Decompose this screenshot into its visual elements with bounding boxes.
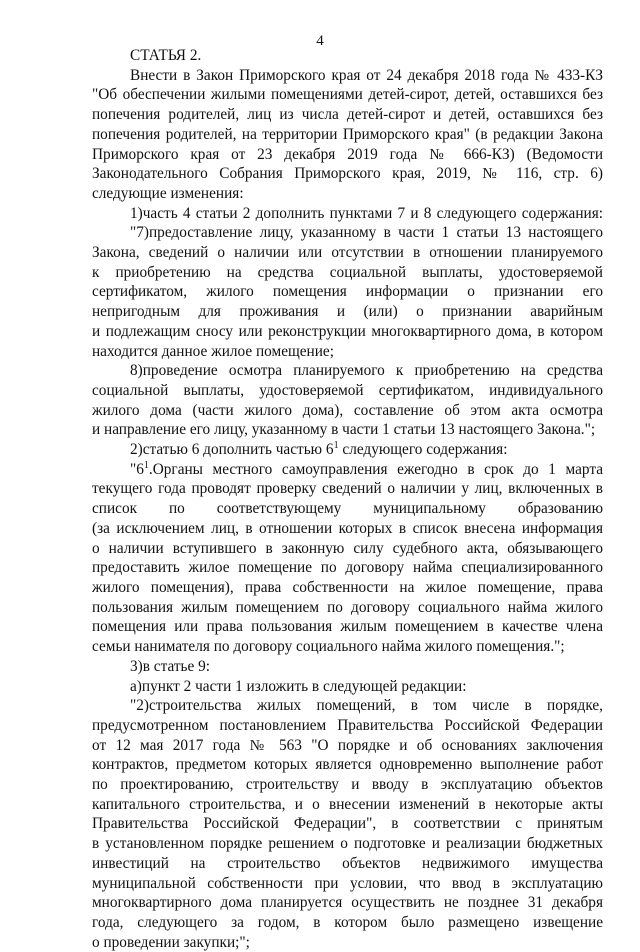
line-text: 2)статью 6 дополнить частью 6 [130, 441, 334, 459]
line-text: СТАТЬЯ 2. [130, 47, 202, 64]
line-text: помещения или права пользования жилым помещением в качестве члена [92, 618, 603, 636]
line-text: многоквартирного дома планируется осуществить не позднее 31 декабря [92, 894, 603, 912]
line-text: находится данное жилое помещение; [92, 342, 334, 360]
text-line [92, 479, 603, 499]
text-line [92, 440, 603, 460]
page-number: 4 [316, 33, 324, 49]
line-text: 3)в статье 9: [130, 657, 211, 675]
text-line [92, 302, 603, 322]
line-text: Закона, сведений о наличии или отсутствии в отношении планируемого [92, 244, 603, 262]
text-line [92, 46, 603, 66]
text-line [92, 263, 603, 283]
line-text: инвестиций на строительство объектов недвижимого имущества [92, 854, 603, 872]
text-line [92, 598, 603, 618]
text-line [92, 243, 603, 263]
line-text: непригодным для проживания и (или) о признании аварийным [92, 303, 603, 321]
line-text: семьи нанимателя по договору социального найма жилого помещения."; [92, 638, 565, 656]
text-line [92, 558, 603, 578]
line-text: следующие изменения: [92, 184, 244, 202]
text-line [92, 775, 603, 795]
line-text: о наличии вступившего в законную силу судебного акта, обязывающего [92, 539, 603, 557]
text-line [92, 834, 603, 854]
line-text: попечения родителей, лиц из числа детей-сирот и детей, оставшихся без [92, 106, 603, 124]
line-text: (за исключением лиц, в отношении которых в список внесена информация [92, 519, 603, 537]
line-text-continued: .Органы местного самоуправления ежегодно в срок до 1 марта [148, 460, 603, 478]
text-line [92, 105, 603, 125]
line-text: 8)проведение осмотра планируемого к приобретению на средства [130, 362, 603, 380]
text-line [92, 204, 603, 224]
line-text: текущего года проводят проверку сведений о наличии у лиц, включенных в [92, 480, 603, 498]
line-text: жилого дома (части жилого дома), составление об этом акта осмотра [92, 401, 603, 419]
line-text: попечения родителей, на территории Приморского края" (в редакции Закона [92, 125, 603, 143]
line-text: к приобретению на средства социальной выплаты, удостоверяемой [92, 263, 603, 281]
line-text: 1)часть 4 статьи 2 дополнить пунктами 7 и 8 следующего содержания: [130, 204, 603, 222]
text-line [92, 322, 603, 342]
text-line [92, 933, 603, 952]
text-line [92, 145, 603, 165]
text-line [92, 420, 603, 440]
text-line [92, 499, 603, 519]
line-text: жилого помещения), права собственности на жилое помещение, права [92, 578, 603, 596]
text-line [92, 85, 603, 105]
text-line [92, 716, 603, 736]
line-text: муниципальной собственности при условии, что ввод в эксплуатацию [92, 874, 603, 892]
line-text: по проектированию, строительству и вводу в эксплуатацию объектов [92, 776, 603, 794]
line-text: и подлежащим сносу или реконструкции многоквартирного дома, в котором [92, 322, 603, 340]
line-text: "6 [130, 460, 144, 478]
line-text: предоставить жилое помещение по договору найма специализированного [92, 559, 603, 577]
text-line [92, 164, 603, 184]
text-line [92, 874, 603, 894]
text-line [92, 361, 603, 381]
line-text: сертификатом, жилого помещения информации о признании его [92, 283, 603, 301]
line-text: о проведении закупки;"; [92, 933, 250, 951]
text-line [92, 184, 603, 204]
line-text: от 12 мая 2017 года № 563 "О порядке и об основаниях заключения [92, 736, 603, 754]
line-text: а)пункт 2 части 1 изложить в следующей редакции: [130, 677, 467, 695]
line-text: социальной выплаты, удостоверяемой сертификатом, индивидуального [92, 381, 603, 399]
text-line [92, 519, 603, 539]
text-line [92, 854, 603, 874]
text-line [92, 66, 603, 86]
line-text: пользования жилым помещением по договору социального найма жилого [92, 598, 603, 616]
text-line [92, 736, 603, 756]
text-line [92, 282, 603, 302]
text-line [92, 460, 603, 480]
text-line [92, 381, 603, 401]
line-text: Приморского края от 23 декабря 2019 года № 666-КЗ) (Ведомости [92, 145, 603, 163]
line-text: контрактов, предметом которых является одновременно выполнение работ [92, 756, 603, 774]
line-text: года, следующего за годом, в котором было размещено извещение [92, 913, 603, 931]
text-line [92, 696, 603, 716]
line-text: в установленном порядке решением о подготовке и реализации бюджетных [92, 835, 603, 853]
line-text: капитального строительства, и о внесении изменений в некоторые акты [92, 795, 603, 813]
line-text: Законодательного Собрания Приморского края, 2019, № 116, стр. 6) [92, 165, 603, 183]
superscript: 1 [143, 459, 149, 471]
text-line [92, 755, 603, 775]
line-text: "7)предоставление лицу, указанному в части 1 статьи 13 настоящего [130, 224, 603, 242]
text-line [92, 223, 603, 243]
text-line [92, 814, 603, 834]
text-line [92, 125, 603, 145]
text-line [92, 795, 603, 815]
text-line [92, 617, 603, 637]
line-text: "2)строительства жилых помещений, в том числе в порядке, [130, 697, 603, 715]
text-line [92, 637, 603, 657]
text-line [92, 657, 603, 677]
text-line [92, 401, 603, 421]
line-text: Внести в Закон Приморского края от 24 декабря 2018 года № 433-КЗ [130, 66, 603, 84]
text-line [92, 913, 603, 933]
line-text: список по соответствующему муниципальному образованию [92, 500, 603, 518]
text-line [92, 342, 603, 362]
line-text: "Об обеспечении жилыми помещениями детей-сирот, детей, оставшихся без [92, 86, 603, 104]
line-text: предусмотренном постановлением Правительства Российской Федерации [92, 716, 603, 734]
text-line [92, 578, 603, 598]
text-line [92, 677, 603, 697]
document-body [92, 46, 603, 952]
text-line [92, 539, 603, 559]
superscript: 1 [333, 440, 339, 451]
text-line [92, 893, 603, 913]
line-text: и направление его лицу, указанному в части 1 статьи 13 настоящего Закона."; [92, 421, 596, 439]
line-text: Правительства Российской Федерации", в соответствии с принятым [92, 815, 603, 833]
line-text-continued: следующего содержания: [338, 441, 508, 459]
